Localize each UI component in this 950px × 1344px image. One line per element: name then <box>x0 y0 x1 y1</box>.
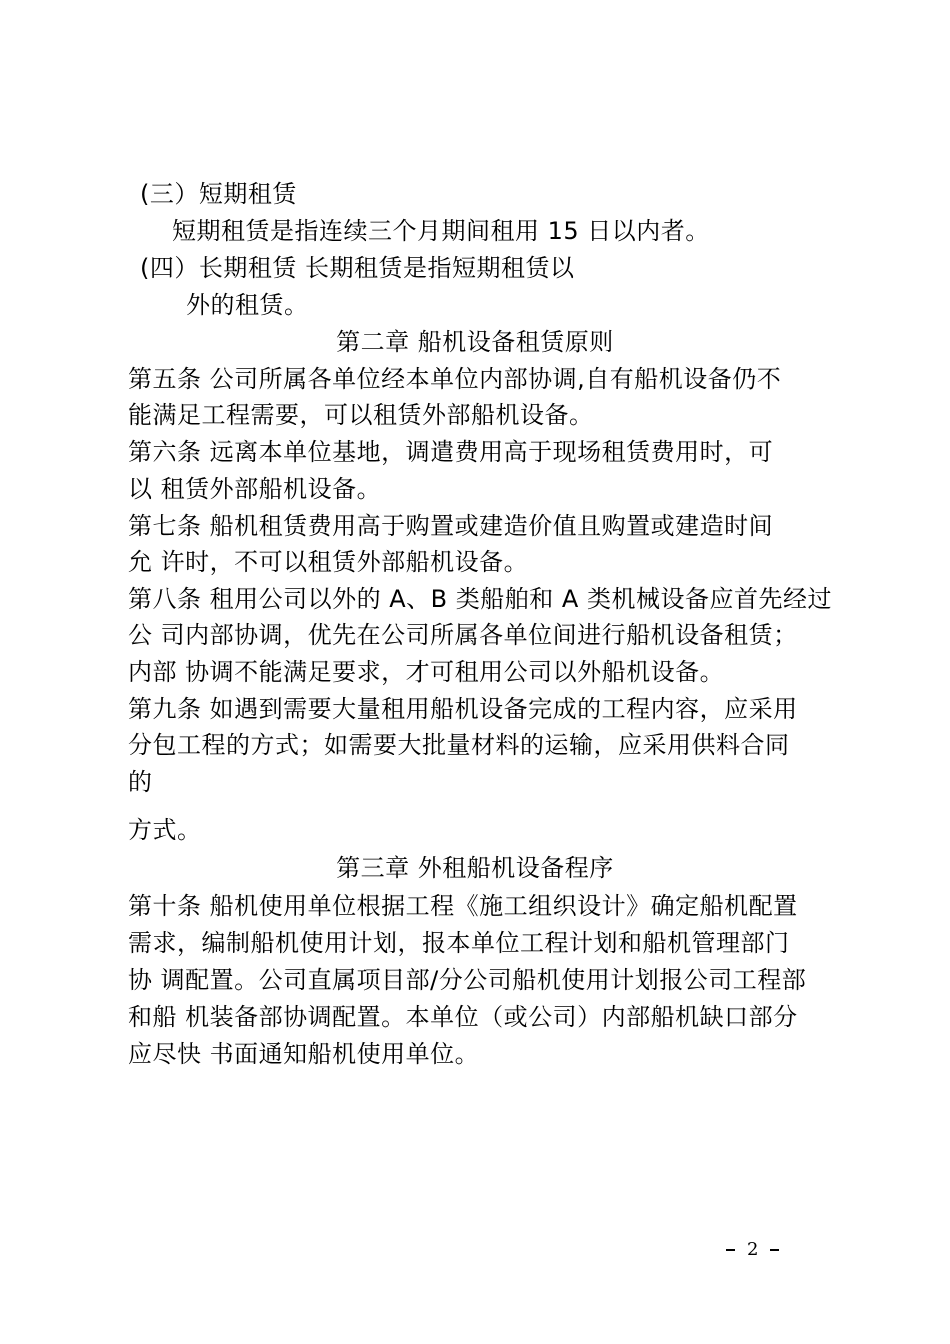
article-6-line-2: 以 租赁外部船机设备。 <box>128 475 382 503</box>
article-10-line-3: 协 调配置。公司直属项目部/分公司船机使用计划报公司工程部 <box>128 966 807 994</box>
chapter-3-title: 第三章 外租船机设备程序 <box>336 854 614 882</box>
article-7-line-1: 第七条 船机租赁费用高于购置或建造价值且购置或建造时间 <box>128 512 774 540</box>
article-9-line-3: 的 <box>128 768 153 796</box>
article-8-line-2: 公 司内部协调，优先在公司所属各单位间进行船机设备租赁； <box>128 621 798 649</box>
section-3-heading: (三）短期租赁 <box>140 180 297 208</box>
chapter-2-title: 第二章 船机设备租赁原则 <box>336 328 614 356</box>
article-10-line-1: 第十条 船机使用单位根据工程《施工组织设计》确定船机配置 <box>128 892 798 920</box>
article-10-line-2: 需求，编制船机使用计划，报本单位工程计划和船机管理部门 <box>128 929 790 957</box>
article-6-line-1: 第六条 远离本单位基地，调遣费用高于现场租赁费用时，可 <box>128 438 774 466</box>
article-9-line-2: 分包工程的方式；如需要大批量材料的运输，应采用供料合同 <box>128 731 790 759</box>
footer-dash-right <box>770 1249 779 1251</box>
section-4-line-2: 外的租赁。 <box>186 291 309 319</box>
article-7-line-2: 允 许时，不可以租赁外部船机设备。 <box>128 548 529 576</box>
article-5-line-1: 第五条 公司所属各单位经本单位内部协调,自有船机设备仍不 <box>128 365 782 393</box>
page-footer <box>714 1238 791 1262</box>
article-5-line-2: 能满足工程需要，可以租赁外部船机设备。 <box>128 401 594 429</box>
footer-dash-left <box>726 1249 735 1251</box>
article-8-line-1: 第八条 租用公司以外的 A、B 类船舶和 A 类机械设备应首先经过 <box>128 585 832 613</box>
page-number: 2 <box>747 1239 759 1260</box>
article-9-line-4: 方式。 <box>128 816 202 844</box>
section-4-line-1: (四）长期租赁 长期租赁是指短期租赁以 <box>140 254 575 282</box>
article-10-line-5: 应尽快 书面通知船机使用单位。 <box>128 1040 480 1068</box>
article-10-line-4: 和船 机装备部协调配置。本单位（或公司）内部船机缺口部分 <box>128 1003 798 1031</box>
article-9-line-1: 第九条 如遇到需要大量租用船机设备完成的工程内容，应采用 <box>128 695 798 723</box>
section-3-body: 短期租赁是指连续三个月期间租用 15 日以内者。 <box>172 217 710 245</box>
article-8-line-3: 内部 协调不能满足要求，才可租用公司以外船机设备。 <box>128 658 725 686</box>
